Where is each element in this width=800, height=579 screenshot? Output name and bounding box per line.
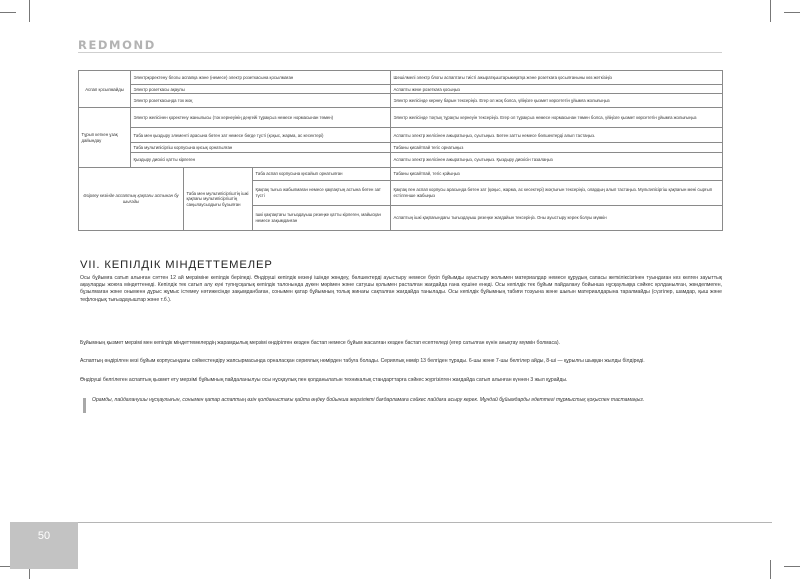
paragraph: Бұйымның қызмет мерзімі мен кепілдік міндеттемелердің жарамдылық мерзімі өндірілген кезден бастап немесе бұйым жасалған кезден бастап есептеледі (егер сатылған күнін анықтау мүмкін болмаса).: [80, 340, 560, 346]
fix-cell: Табаны қисайтпай, тегіс қойыңыз: [391, 167, 723, 180]
paragraph: Осы бұйымға сатып алынған сәттен 12 ай мерзіміне кепілдік беріледі. Өндіруші кепілдік кезеңі ішінде жөндеу, бөлшектерді ауыстыру немесе бүкіл бұйымды ауыстыру жолымен материалдар немесе құрудың сапасы жеткіліксізгінен туындаған кез келген зауыттық ақауларды жоюға міндеттенеді. Кепілдік тек сатып алу күні түпнұсқалық кепілдік талонында дүкен мөрімен және сатушы қолымен расталған жағдайда ғана күшіне енеді. Осы кепілдік тек бұйым пайдалану бойынша нұсқаулыққа сәйкес қолданылған, жөнделмеген, бұзылмаған және оныменн дұрыс жұмыс істемеу нәтижесінде зақымданбаған, сонымен қатар бұйымның толық жинағы сақталған жағдайда танылады. Осы кепілдік бұйымның табиғи тозуына және шығын материалдарына таралмайды (сүзгілер, шамдар, қыш және тефлондық тығыздауыштар және т.б.).: [80, 275, 722, 303]
table-row: [79, 152, 723, 167]
fix-cell: Аспаптың ішкі қақпағындағы тығыздауыш резеңке жағдайын тексеріңіз. Оны ауыстыру керек болуы мүмкін: [391, 205, 723, 230]
page-number: 50: [37, 530, 51, 542]
section-heading: VII. КЕПІЛДІК МІНДЕТТЕМЕЛЕР: [80, 259, 273, 271]
problem-cell: Аспап қосылмайды: [79, 71, 131, 108]
table-row: [79, 85, 723, 94]
cause-cell: Таба мен қыздыру элементі арасына бөтен зат немесе бөгде тұсті (қоқыс, жарма, ас кесектері): [131, 128, 391, 143]
fix-cell: Аспапты жеке розеткаға қосыңыз: [391, 85, 723, 94]
crop-mark: [29, 0, 30, 22]
cause-cell: Электр желісінен қоректену жанылысы (ток кернеуінің деңгейі тұрақсыз немесе нормасынан төмен): [131, 108, 391, 128]
cause-cell: Электр розеткасы ақаулы: [131, 85, 391, 94]
fix-cell: Қақпақ пен аспап корпусы арасында бөтен зат (қоқыс, жарма, ас кесектері) жоқтығын тексеріңіз, олардың алып тастаңыз. Мультипісіргіш қақпағын мені сырғып естілгенше жабыңыз: [391, 180, 723, 205]
paragraph: Өндіруші белгілеген аспаптың қызмет ету мерзімі бұйымның пайдаланылуы осы нұсқаулық пен қолданылатын техникалық стандарттарға сәйкес жүргізілген жағдайда сатып алынған күннен 3 жыл құрайды.: [80, 377, 568, 383]
cause-cell: Таба мультипісіргіш корпусына қисық орнатылған: [131, 143, 391, 152]
troubleshooting-table: [78, 70, 723, 231]
cause-cell: Электр розеткасында ток жоқ: [131, 94, 391, 108]
note-marker: [83, 398, 86, 413]
problem-cell: Тұрып кеткен ұзақ дайындау: [79, 108, 131, 167]
cause-cell: Таба аспап корпусына қисайып орнатылған: [253, 167, 391, 180]
crop-mark: [0, 12, 16, 13]
cause-cell: Ішкі қақпақтағы тығыздауыш резеңке қатты кірлеген, майысқан немесе зақымданған: [253, 205, 391, 230]
table-row: [79, 167, 723, 180]
brand-logo: REDMOND: [78, 38, 156, 52]
table-row: [79, 143, 723, 152]
fix-cell: Шешілмелі электр блогы аспаптағы тиісті ажыратқыштарыкиқатқа және розеткаға қосылғаныны көз жеткізіңіз: [391, 71, 723, 85]
table-row: [79, 128, 723, 143]
fix-cell: Аспапты электр желісінен ажыратыңыз, суытыңыз. Бөтен затты немесе бөлшектерді алып тастаңыз.: [391, 128, 723, 143]
fix-cell: Табаны қисайтпай тегіс орнатыңыз: [391, 143, 723, 152]
cause-cell: Қақпақ тығыз жабылмаған немесе қақпақтың астына бөтен зат түсті: [253, 180, 391, 205]
paragraph: Аспаптың өндірілген кезі бұйым корпусындағы сәйкестендіру жапсырмасында орналасқан сериялық нөмірден табуға болады. Сериялық нөмір 13 белгіден тұрады. 6-шы және 7-шы белгілер айды, 8-ші — құрылғы шыққан жылды білдіреді.: [80, 358, 645, 364]
sub-problem-cell: Таба мен мультипісіргіштің ішкі қақпағы мультипісіргіштің саңылаусыздығы бұзылған: [184, 167, 253, 230]
table-row: [79, 108, 723, 128]
cause-cell: Электрқоректену блогы аспапқа және (немесе) электр розеткасына қосылмаған: [131, 71, 391, 85]
crop-mark: [770, 0, 771, 22]
table-row: [79, 71, 723, 85]
disposal-note: Орамды, пайдаланушы нұсқаулығын, сонымен қатар аспаптың өзін қолданыстағы қайта өңдеу бойынша жергілікті бағдарламаға сәйкес пайдаға асыру керек. Мұндай бұйымдарды әдеттегі тұрмыстық қоқыспен тастамаңыз.: [92, 397, 645, 403]
fix-cell: Аспапты электр желісінен ажыратыңыз, суытыңыз. Қыздыру дискісін тазалаңыз: [391, 152, 723, 167]
fix-cell: Электр желісінде кернеу барын тексеріңіз. Егер ол жоқ болса, үйіңізге қызмет көрсететін ұйымға жолығыңыз: [391, 94, 723, 108]
footer-rule: [78, 522, 772, 523]
fix-cell: Электр желісінде тоқтық тұрақты кернеуін тексеріңіз. Егер ол тұрақсыз немесе нормасынан төмен болса, үйіңізге қызмет көрсететін ұйымға жолығыңыз: [391, 108, 723, 128]
crop-mark: [770, 560, 771, 579]
crop-mark: [784, 12, 800, 13]
crop-mark: [784, 566, 800, 567]
cause-cell: Қыздыру дискісі қатты кірлеген: [131, 152, 391, 167]
table-row: [79, 94, 723, 108]
header-rule: [78, 52, 722, 53]
problem-cell: Әзірлеу кезінде аспаптың қақпағы астынан бу шығады: [79, 167, 184, 230]
